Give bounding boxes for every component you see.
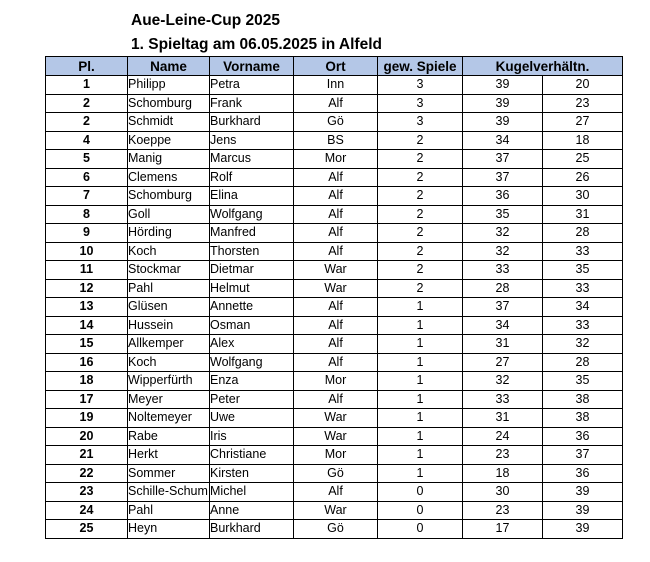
- cell-kugeln-minus: 35: [543, 261, 623, 280]
- column-header-name: Name: [128, 57, 210, 76]
- cell-gew-spiele: 2: [378, 131, 463, 150]
- cell-gew-spiele: 1: [378, 464, 463, 483]
- cell-ort: Alf: [294, 94, 378, 113]
- cell-kugeln-minus: 39: [543, 483, 623, 502]
- cell-kugeln-minus: 37: [543, 446, 623, 465]
- cell-ort: Alf: [294, 224, 378, 243]
- cell-ort: Alf: [294, 353, 378, 372]
- cell-kugeln-minus: 20: [543, 76, 623, 95]
- cell-kugeln-minus: 23: [543, 94, 623, 113]
- cell-name: Pahl: [128, 501, 210, 520]
- cell-vorname: Anne: [210, 501, 294, 520]
- cell-platz: 16: [46, 353, 128, 372]
- cell-vorname: Kirsten: [210, 464, 294, 483]
- cell-vorname: Iris: [210, 427, 294, 446]
- cell-name: Koch: [128, 353, 210, 372]
- cell-name: Noltemeyer: [128, 409, 210, 428]
- cell-gew-spiele: 2: [378, 224, 463, 243]
- table-row: [46, 205, 623, 224]
- cell-vorname: Burkhard: [210, 113, 294, 132]
- cell-kugeln-plus: 34: [463, 316, 543, 335]
- cell-ort: Alf: [294, 390, 378, 409]
- cell-name: Rabe: [128, 427, 210, 446]
- cell-kugeln-minus: 34: [543, 298, 623, 317]
- table-row: [46, 242, 623, 261]
- cell-platz: 2: [46, 94, 128, 113]
- cell-gew-spiele: 2: [378, 242, 463, 261]
- cell-name: Schmidt: [128, 113, 210, 132]
- cell-kugeln-plus: 17: [463, 520, 543, 539]
- cell-vorname: Alex: [210, 335, 294, 354]
- cell-kugeln-plus: 31: [463, 409, 543, 428]
- cell-name: Hussein: [128, 316, 210, 335]
- cell-platz: 9: [46, 224, 128, 243]
- cell-vorname: Petra: [210, 76, 294, 95]
- cell-ort: Inn: [294, 76, 378, 95]
- cell-platz: 14: [46, 316, 128, 335]
- cell-platz: 15: [46, 335, 128, 354]
- cell-platz: 10: [46, 242, 128, 261]
- cell-gew-spiele: 1: [378, 409, 463, 428]
- cell-kugeln-plus: 37: [463, 150, 543, 169]
- cell-platz: 11: [46, 261, 128, 280]
- column-header-pl: Pl.: [46, 57, 128, 76]
- cell-platz: 5: [46, 150, 128, 169]
- cell-platz: 4: [46, 131, 128, 150]
- cell-ort: Alf: [294, 298, 378, 317]
- cell-ort: War: [294, 279, 378, 298]
- column-header-kugelverhaeltnis: Kugelverhältn.: [463, 57, 623, 76]
- cell-ort: Alf: [294, 483, 378, 502]
- cell-vorname: Dietmar: [210, 261, 294, 280]
- cell-kugeln-minus: 28: [543, 353, 623, 372]
- cell-name: Clemens: [128, 168, 210, 187]
- cell-vorname: Wolfgang: [210, 353, 294, 372]
- table-row: [46, 316, 623, 335]
- cell-platz: 1: [46, 76, 128, 95]
- document-title: Aue-Leine-Cup 2025: [131, 12, 281, 29]
- cell-kugeln-plus: 39: [463, 113, 543, 132]
- cell-vorname: Wolfgang: [210, 205, 294, 224]
- table-row: [46, 150, 623, 169]
- cell-gew-spiele: 1: [378, 298, 463, 317]
- cell-kugeln-plus: 36: [463, 187, 543, 206]
- cell-ort: War: [294, 427, 378, 446]
- cell-kugeln-plus: 28: [463, 279, 543, 298]
- cell-kugeln-plus: 34: [463, 131, 543, 150]
- cell-platz: 19: [46, 409, 128, 428]
- table-row: [46, 464, 623, 483]
- column-header-vorname: Vorname: [210, 57, 294, 76]
- cell-kugeln-minus: 31: [543, 205, 623, 224]
- table-row: [46, 335, 623, 354]
- cell-kugeln-minus: 39: [543, 501, 623, 520]
- cell-ort: Mor: [294, 446, 378, 465]
- cell-kugeln-minus: 33: [543, 316, 623, 335]
- cell-ort: Mor: [294, 150, 378, 169]
- cell-name: Heyn: [128, 520, 210, 539]
- cell-vorname: Elina: [210, 187, 294, 206]
- cell-platz: 20: [46, 427, 128, 446]
- cell-gew-spiele: 2: [378, 205, 463, 224]
- cell-kugeln-minus: 30: [543, 187, 623, 206]
- table-row: [46, 168, 623, 187]
- cell-ort: Alf: [294, 168, 378, 187]
- cell-ort: Gö: [294, 464, 378, 483]
- cell-kugeln-minus: 38: [543, 390, 623, 409]
- cell-kugeln-plus: 24: [463, 427, 543, 446]
- cell-kugeln-plus: 23: [463, 446, 543, 465]
- table-row: [46, 261, 623, 280]
- table-row: [46, 187, 623, 206]
- cell-gew-spiele: 2: [378, 168, 463, 187]
- cell-vorname: Rolf: [210, 168, 294, 187]
- table-row: [46, 131, 623, 150]
- cell-vorname: Peter: [210, 390, 294, 409]
- cell-vorname: Jens: [210, 131, 294, 150]
- cell-platz: 13: [46, 298, 128, 317]
- table-row: [46, 224, 623, 243]
- cell-kugeln-plus: 37: [463, 168, 543, 187]
- table-row: [46, 94, 623, 113]
- cell-gew-spiele: 1: [378, 353, 463, 372]
- cell-gew-spiele: 0: [378, 501, 463, 520]
- cell-kugeln-plus: 30: [463, 483, 543, 502]
- cell-name: Allkemper: [128, 335, 210, 354]
- cell-platz: 25: [46, 520, 128, 539]
- cell-kugeln-plus: 23: [463, 501, 543, 520]
- table-row: [46, 279, 623, 298]
- cell-kugeln-minus: 38: [543, 409, 623, 428]
- cell-vorname: Michel: [210, 483, 294, 502]
- cell-platz: 6: [46, 168, 128, 187]
- table-row: [46, 372, 623, 391]
- cell-name: Schomburg: [128, 94, 210, 113]
- cell-ort: Mor: [294, 372, 378, 391]
- cell-platz: 7: [46, 187, 128, 206]
- cell-kugeln-plus: 39: [463, 94, 543, 113]
- cell-name: Wipperfürth: [128, 372, 210, 391]
- cell-ort: War: [294, 261, 378, 280]
- table-row: [46, 409, 623, 428]
- table-row: [46, 298, 623, 317]
- cell-gew-spiele: 1: [378, 427, 463, 446]
- table-row: [46, 353, 623, 372]
- column-header-gew-spiele: gew. Spiele: [378, 57, 463, 76]
- cell-kugeln-minus: 35: [543, 372, 623, 391]
- header-row: [46, 57, 623, 76]
- cell-ort: War: [294, 501, 378, 520]
- cell-ort: Alf: [294, 187, 378, 206]
- cell-vorname: Marcus: [210, 150, 294, 169]
- cell-name: Meyer: [128, 390, 210, 409]
- cell-vorname: Thorsten: [210, 242, 294, 261]
- cell-gew-spiele: 1: [378, 390, 463, 409]
- cell-kugeln-minus: 26: [543, 168, 623, 187]
- cell-gew-spiele: 3: [378, 76, 463, 95]
- cell-platz: 12: [46, 279, 128, 298]
- table-row: [46, 390, 623, 409]
- cell-kugeln-minus: 36: [543, 427, 623, 446]
- table-body: [46, 76, 623, 539]
- cell-kugeln-plus: 27: [463, 353, 543, 372]
- cell-kugeln-minus: 32: [543, 335, 623, 354]
- cell-vorname: Helmut: [210, 279, 294, 298]
- cell-platz: 23: [46, 483, 128, 502]
- cell-gew-spiele: 2: [378, 150, 463, 169]
- cell-ort: War: [294, 409, 378, 428]
- cell-name: Schille-Schum: [128, 483, 210, 502]
- cell-kugeln-plus: 37: [463, 298, 543, 317]
- cell-vorname: Manfred: [210, 224, 294, 243]
- table-row: [46, 446, 623, 465]
- cell-gew-spiele: 3: [378, 94, 463, 113]
- cell-kugeln-plus: 33: [463, 390, 543, 409]
- cell-gew-spiele: 2: [378, 187, 463, 206]
- cell-platz: 2: [46, 113, 128, 132]
- cell-gew-spiele: 2: [378, 279, 463, 298]
- cell-kugeln-plus: 32: [463, 372, 543, 391]
- cell-name: Glüsen: [128, 298, 210, 317]
- cell-ort: Gö: [294, 113, 378, 132]
- cell-gew-spiele: 1: [378, 335, 463, 354]
- cell-name: Philipp: [128, 76, 210, 95]
- cell-kugeln-plus: 32: [463, 242, 543, 261]
- cell-ort: BS: [294, 131, 378, 150]
- cell-vorname: Annette: [210, 298, 294, 317]
- cell-gew-spiele: 3: [378, 113, 463, 132]
- cell-platz: 18: [46, 372, 128, 391]
- cell-kugeln-minus: 36: [543, 464, 623, 483]
- cell-vorname: Christiane: [210, 446, 294, 465]
- cell-gew-spiele: 0: [378, 483, 463, 502]
- cell-gew-spiele: 1: [378, 446, 463, 465]
- cell-name: Herkt: [128, 446, 210, 465]
- cell-kugeln-plus: 39: [463, 76, 543, 95]
- cell-ort: Gö: [294, 520, 378, 539]
- cell-ort: Alf: [294, 316, 378, 335]
- results-table: [45, 56, 623, 539]
- cell-kugeln-minus: 33: [543, 279, 623, 298]
- cell-vorname: Uwe: [210, 409, 294, 428]
- document-subtitle: 1. Spieltag am 06.05.2025 in Alfeld: [131, 36, 382, 53]
- cell-name: Stockmar: [128, 261, 210, 280]
- cell-ort: Alf: [294, 242, 378, 261]
- cell-name: Goll: [128, 205, 210, 224]
- cell-gew-spiele: 1: [378, 316, 463, 335]
- cell-vorname: Frank: [210, 94, 294, 113]
- cell-kugeln-plus: 32: [463, 224, 543, 243]
- cell-platz: 17: [46, 390, 128, 409]
- table-row: [46, 520, 623, 539]
- cell-name: Hörding: [128, 224, 210, 243]
- cell-name: Koeppe: [128, 131, 210, 150]
- column-header-ort: Ort: [294, 57, 378, 76]
- cell-gew-spiele: 1: [378, 372, 463, 391]
- table-row: [46, 483, 623, 502]
- table-row: [46, 76, 623, 95]
- cell-platz: 21: [46, 446, 128, 465]
- cell-name: Schomburg: [128, 187, 210, 206]
- cell-kugeln-plus: 35: [463, 205, 543, 224]
- cell-kugeln-plus: 18: [463, 464, 543, 483]
- table-row: [46, 427, 623, 446]
- cell-kugeln-minus: 28: [543, 224, 623, 243]
- cell-platz: 22: [46, 464, 128, 483]
- cell-kugeln-minus: 33: [543, 242, 623, 261]
- cell-name: Koch: [128, 242, 210, 261]
- cell-gew-spiele: 0: [378, 520, 463, 539]
- cell-ort: Alf: [294, 205, 378, 224]
- cell-kugeln-plus: 33: [463, 261, 543, 280]
- cell-gew-spiele: 2: [378, 261, 463, 280]
- cell-kugeln-minus: 18: [543, 131, 623, 150]
- cell-name: Sommer: [128, 464, 210, 483]
- cell-platz: 8: [46, 205, 128, 224]
- cell-kugeln-minus: 39: [543, 520, 623, 539]
- cell-kugeln-minus: 27: [543, 113, 623, 132]
- cell-vorname: Enza: [210, 372, 294, 391]
- cell-name: Manig: [128, 150, 210, 169]
- cell-ort: Alf: [294, 335, 378, 354]
- table-row: [46, 501, 623, 520]
- cell-kugeln-minus: 25: [543, 150, 623, 169]
- cell-name: Pahl: [128, 279, 210, 298]
- table-row: [46, 113, 623, 132]
- cell-vorname: Burkhard: [210, 520, 294, 539]
- cell-vorname: Osman: [210, 316, 294, 335]
- cell-platz: 24: [46, 501, 128, 520]
- cell-kugeln-plus: 31: [463, 335, 543, 354]
